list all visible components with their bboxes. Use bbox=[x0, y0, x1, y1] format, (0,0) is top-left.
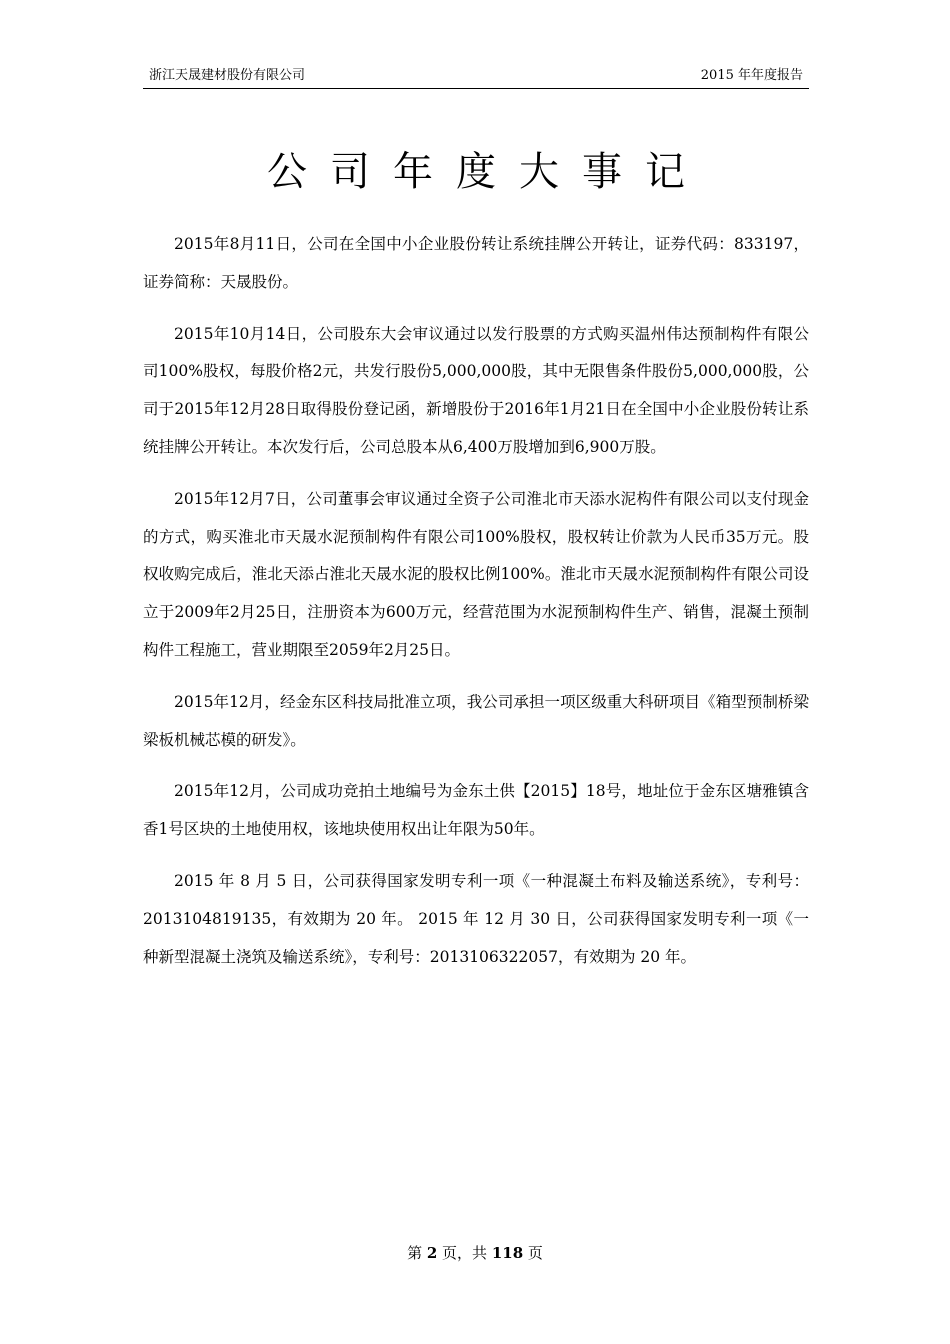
footer-middle: 页，共 bbox=[437, 1244, 492, 1262]
header-company-name: 浙江天晟建材股份有限公司 bbox=[149, 68, 306, 83]
page-footer bbox=[0, 1242, 950, 1264]
page-title: 公司年度大事记 bbox=[267, 149, 708, 195]
event-paragraph: 2015年8月11日，公司在全国中小企业股份转让系统挂牌公开转让，证券代码：833197，证券简称：天晟股份。 bbox=[143, 235, 809, 291]
footer-prefix: 第 bbox=[407, 1244, 427, 1262]
event-paragraph: 2015年12月7日，公司董事会审议通过全资子公司淮北市天添水泥构件有限公司以支付现金的方式，购买淮北市天晟水泥预制构件有限公司100%股权，股权转让价款为人民币35万元。股权收购完成后，淮北天添占淮北天晟水泥的股权比例100%。淮北市天晟水泥预制构件有限公司设立于2009年2月25日，注册资本为600万元，经营范围为水泥预制构件生产、销售，混凝土预制构件工程施工，营业期限至2059年2月25日。 bbox=[143, 489, 809, 659]
document-body bbox=[143, 226, 809, 990]
footer-suffix: 页 bbox=[523, 1244, 543, 1262]
footer-page-number: 2 bbox=[426, 1244, 438, 1262]
event-paragraph: 2015 年 8 月 5 日，公司获得国家发明专利一项《一种混凝土布料及输送系统》，专利号：2013104819135，有效期为 20 年。 2015 年 12 月 30 日，公司获得国家发明专利一项《一种新型混凝土浇筑及输送系统》，专利号：2013106322057，有效期为 20 年。 bbox=[143, 871, 809, 966]
event-paragraph: 2015年12月，经金东区科技局批准立项，我公司承担一项区级重大科研项目《箱型预制桥梁梁板机械芯模的研发》。 bbox=[143, 692, 809, 749]
header-report-title: 2015 年年度报告 bbox=[700, 68, 803, 83]
footer-total-pages: 118 bbox=[491, 1244, 524, 1262]
event-paragraph: 2015年12月，公司成功竞拍土地编号为金东土供【2015】18号，地址位于金东区塘雅镇含香1号区块的土地使用权，该地块使用权出让年限为50年。 bbox=[143, 782, 809, 839]
page-header bbox=[143, 64, 809, 89]
event-paragraph: 2015年10月14日，公司股东大会审议通过以发行股票的方式购买温州伟达预制构件有限公司100%股权，每股价格2元，共发行股份5,000,000股，其中无限售条件股份5,000,000股，公司于2015年12月28日取得股份登记函，新增股份于2016年1月21日在全国中小企业股份转让系统挂牌公开转让。本次发行后，公司总股本从6,400万股增加到6,900万股。 bbox=[143, 324, 809, 456]
